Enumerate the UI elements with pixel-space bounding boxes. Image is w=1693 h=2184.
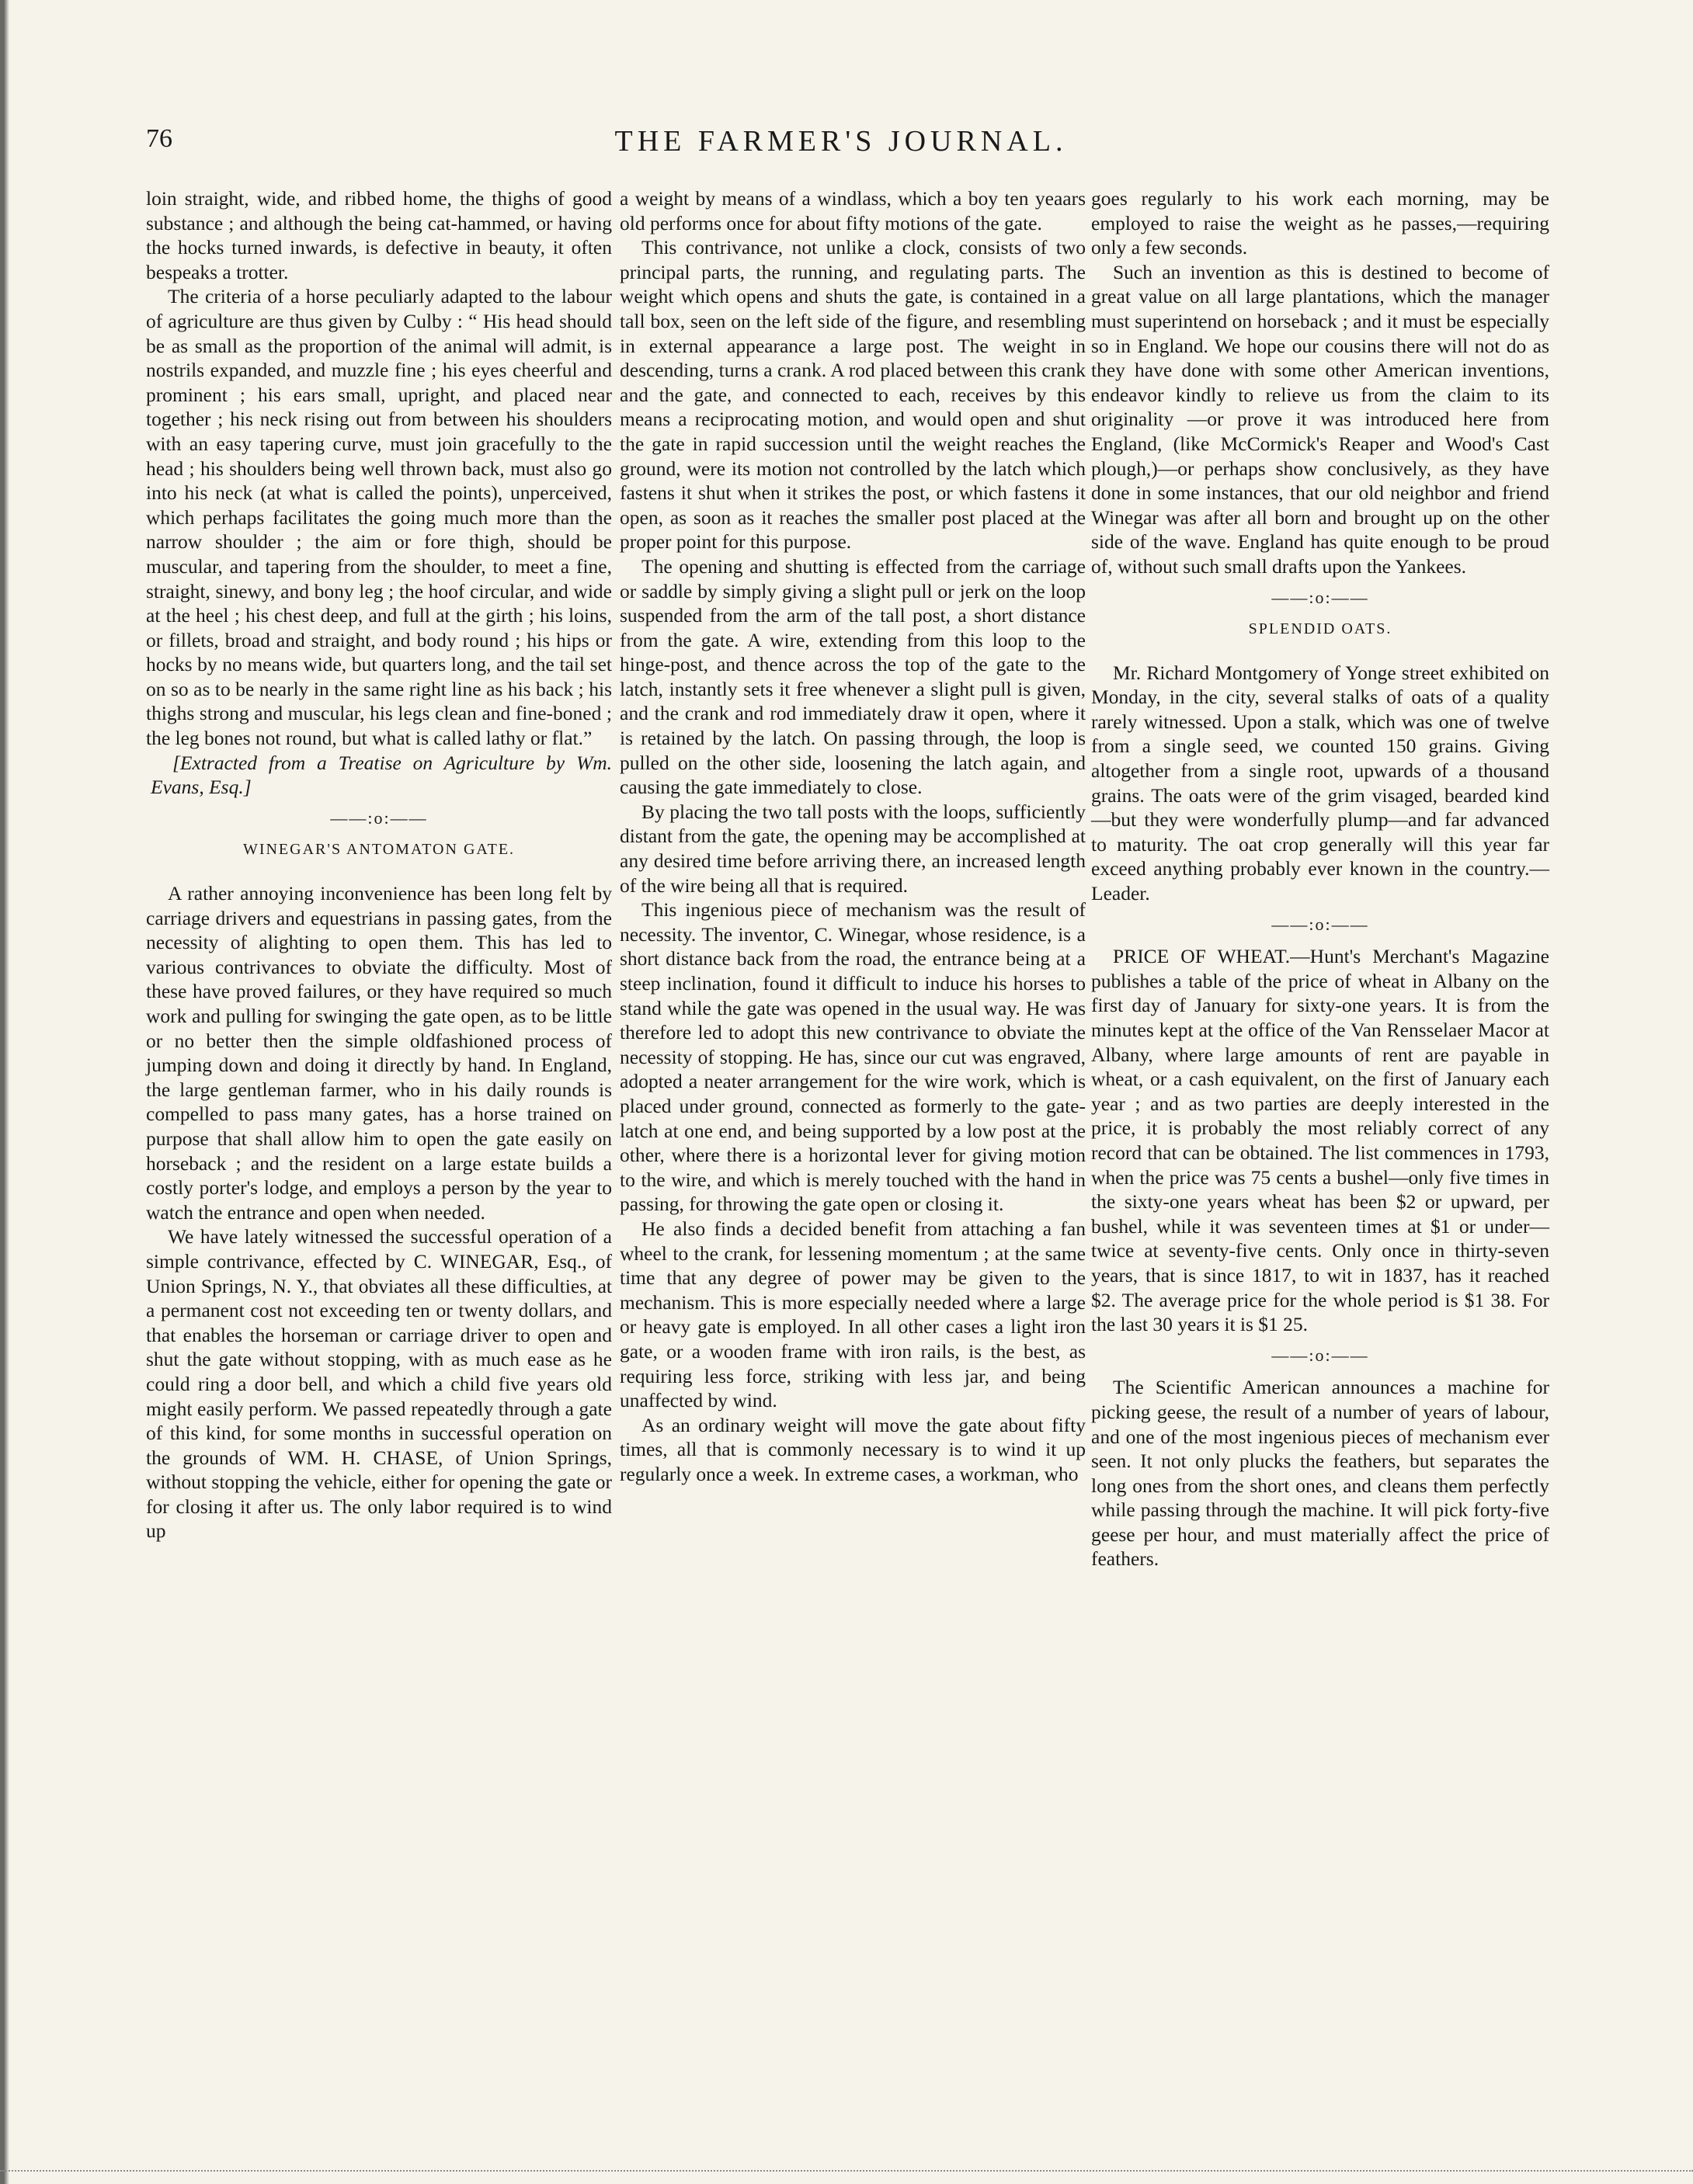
section-separator: ——:o:——: [1271, 587, 1369, 607]
attribution: [Extracted from a Treatise on Agriculture by Wm. Evans, Esq.]: [151, 751, 612, 799]
section-separator: ——:o:——: [330, 807, 428, 828]
page-header: [146, 124, 1536, 171]
paragraph: He also finds a decided benefit from attaching a fan wheel to the crank, for lessening momentum ; at the same time that any degree of power may be given to the mechanism. This is more especially needed where a large or heavy gate is employed. In all other cases a light iron gate, or a wooden frame with iron rails, is the best, as requiring less force, striking with less jar, and being unaffected by wind.: [620, 1217, 1086, 1412]
paragraph: goes regularly to his work each morning, may be employed to raise the weight as he passes,—requiring only a few seconds.: [1091, 187, 1549, 259]
paragraph: a weight by means of a windlass, which a boy ten yeaars old performs once for about fifty motions of the gate.: [620, 187, 1086, 234]
paragraph: By placing the two tall posts with the loops, sufficiently distant from the gate, the opening may be accomplished at any desired time before arriving there, an increased length of the wire being all that is required.: [620, 800, 1086, 897]
column-3: [1091, 186, 1549, 1571]
page-number: 76: [146, 124, 172, 153]
paragraph: Mr. Richard Montgomery of Yonge street exhibited on Monday, in the city, several stalks of oats of a quality rarely witnessed. Upon a stalk, which was one of twelve from a single seed, we counted 150 grains. Giving altogether from a single root, upwards of a thousand grains. The oats were of the grim visaged, bearded kind—but they were wonderfully plump—and far advanced to maturity. The oat crop generally will this year far exceed anything probably ever known in the country.—Leader.: [1091, 661, 1549, 905]
section-separator: ——:o:——: [1271, 914, 1369, 934]
paragraph: The opening and shutting is effected from the carriage or saddle by simply giving a slight pull or jerk on the loop suspended from the arm of the tall post, a short distance from the gate. A wire, extending from this loop to the hinge-post, and thence across the top of the gate to the latch, instantly sets it free whenever a slight pull is given, and the crank and rod immediately draw it open, where it is retained by the latch. On passing through, the loop is pulled on the other side, loosening the latch again, and causing the gate immediately to close.: [620, 554, 1086, 799]
article-heading: SPLENDID OATS.: [1248, 620, 1392, 638]
paragraph: This ingenious piece of mechanism was the result of necessity. The inventor, C. Winegar, whose residence, is a short distance back from the road, the entrance being at a steep inclination, found it difficult to induce his horses to stand while the gate was opened in the usual way. He was therefore led to adopt this new contrivance to obviate the necessity of stopping. He has, since our cut was engraved, adopted a neater arrangement for the wire work, which is placed under ground, connected as formerly to the gate-latch at one end, and being supported by a low post at the other, where there is a horizontal lever for giving motion to the wire, and which is merely touched with the hand in passing, for throwing the gate open or closing it.: [620, 898, 1086, 1216]
paragraph: Such an invention as this is destined to become of great value on all large plantations, which the manager must superintend on horseback ; and it must be especially so in England. We hope our cousins there will not do as they have done with some other American inventions, endeavor kindly to relieve us from the claim to its originality —or prove it was introduced here from England, (like McCormick's Reaper and Wood's Cast plough,)—or perhaps show conclusively, as they have done in some instances, that our old neighbor and friend Winegar was after all born and brought up on the other side of the wave. England has quite enough to be proud of, without such small drafts upon the Yankees.: [1091, 260, 1549, 578]
page-bottom-edge: [0, 2170, 1693, 2173]
section-separator: ——:o:——: [1271, 1345, 1369, 1365]
paragraph: The Scientific American announces a machine for picking geese, the result of a number of years of labour, and one of the most ingenious pieces of mechanism ever seen. It not only plucks the feathers, but separates the long ones from the short ones, and cleans them perfectly while passing through the machine. It will pick forty-five geese per hour, and must materially affect the price of feathers.: [1091, 1376, 1549, 1571]
running-title: THE FARMER'S JOURNAL.: [614, 125, 1068, 158]
paragraph: A rather annoying inconvenience has been long felt by carriage drivers and equestrians in passing gates, from the necessity of alighting to open them. This has led to various contrivances to obviate the difficulty. Most of these have proved failures, or they have required so much work and pulling for swinging the gate open, as to be little or no better then the simple oldfashioned process of jumping down and doing it directly by hand. In England, the large gentleman farmer, who in his daily rounds is compelled to pass many gates, has a horse trained on purpose that shall allow him to open the gate easily on horseback ; and the resident on a large estate builds a costly porter's lodge, and employs a person by the year to watch the entrance and open when needed.: [146, 882, 612, 1224]
paragraph: This contrivance, not unlike a clock, consists of two principal parts, the running, and regulating parts. The weight which opens and shuts the gate, is contained in a tall box, seen on the left side of the figure, and resembling in external appearance a large post. The weight in descending, turns a crank. A rod placed between this crank and the gate, and connected to each, receives by this means a reciprocating motion, and would open and shut the gate in rapid succession until the weight reaches the ground, were its motion not controlled by the latch which fastens it shut when it strikes the post, or which fastens it open, as soon as it reaches the smaller post placed at the proper point for this purpose.: [620, 236, 1086, 554]
paragraph: As an ordinary weight will move the gate about fifty times, all that is commonly necessary is to wind it up regularly once a week. In extreme cases, a workman, who: [620, 1413, 1086, 1485]
page-edge-shadow: [0, 0, 16, 2184]
paragraph: PRICE OF WHEAT.—Hunt's Merchant's Magazine publishes a table of the price of wheat in Albany on the first day of January for sixty-one years. It is from the minutes kept at the office of the Van Rensselaer Macor at Albany, where large amounts of rent are payable in wheat, or a cash equivalent, on the first of January each year ; and as two parties are deeply interested in the price, it is probably the most reliably correct of any record that can be obtained. The list commences in 1793, when the price was 75 cents a bushel—only five times in the sixty-one years wheat has been $2 or upward, per bushel, while it was seventeen times at $1 or under—twice at seventy-five cents. Only once in thirty-seven years, that is since 1817, to wit in 1837, has it reached $2. The average price for the whole period is $1 38. For the last 30 years it is $1 25.: [1091, 945, 1549, 1336]
paragraph: loin straight, wide, and ribbed home, the thighs of good substance ; and although the being cat-hammed, or having the hocks turned inwards, is defective in beauty, it often bespeaks a trotter.: [146, 187, 612, 283]
paragraph: The criteria of a horse peculiarly adapted to the labour of agriculture are thus given by Culby : “ His head should be as small as the proportion of the animal will admit, is nostrils expanded, and muzzle fine ; his eyes cheerful and prominent ; his ears small, upright, and placed near together ; his neck rising out from between his shoulders with an easy tapering curve, must join gracefully to the head ; his shoulders being well thrown back, must also go into his neck (at what is called the points), unperceived, which perhaps facilitates the going much more than the narrow shoulder ; the aim or fore thigh, should be muscular, and tapering from the shoulder, to meet a fine, straight, sinewy, and bony leg ; the hoof circular, and wide at the heel ; his chest deep, and full at the girth ; his loins, or fillets, broad and straight, and body round ; his hips or hocks by no means wide, but quarters long, and the tail set on so as to be nearly in the same right line as his back ; his thighs strong and muscular, his legs clean and fine-boned ; the leg bones not round, but what is called lathy or flat.”: [146, 285, 612, 750]
paragraph: We have lately witnessed the successful operation of a simple contrivance, effected by C. WINEGAR, Esq., of Union Springs, N. Y., that obviates all these difficulties, at a permanent cost not exceeding ten or twenty dollars, and that enables the horseman or carriage driver to open and shut the gate without stopping, with as much ease as he could ring a door bell, and which a child five years old might easily perform. We passed repeatedly through a gate of this kind, for some months in successful operation on the grounds of WM. H. CHASE, of Union Springs, without stopping the vehicle, either for opening the gate or for closing it after us. The only labor required is to wind up: [146, 1225, 612, 1543]
article-heading: WINEGAR'S ANTOMATON GATE.: [242, 841, 516, 859]
column-1: [146, 186, 612, 1543]
column-2: [620, 186, 1086, 1486]
